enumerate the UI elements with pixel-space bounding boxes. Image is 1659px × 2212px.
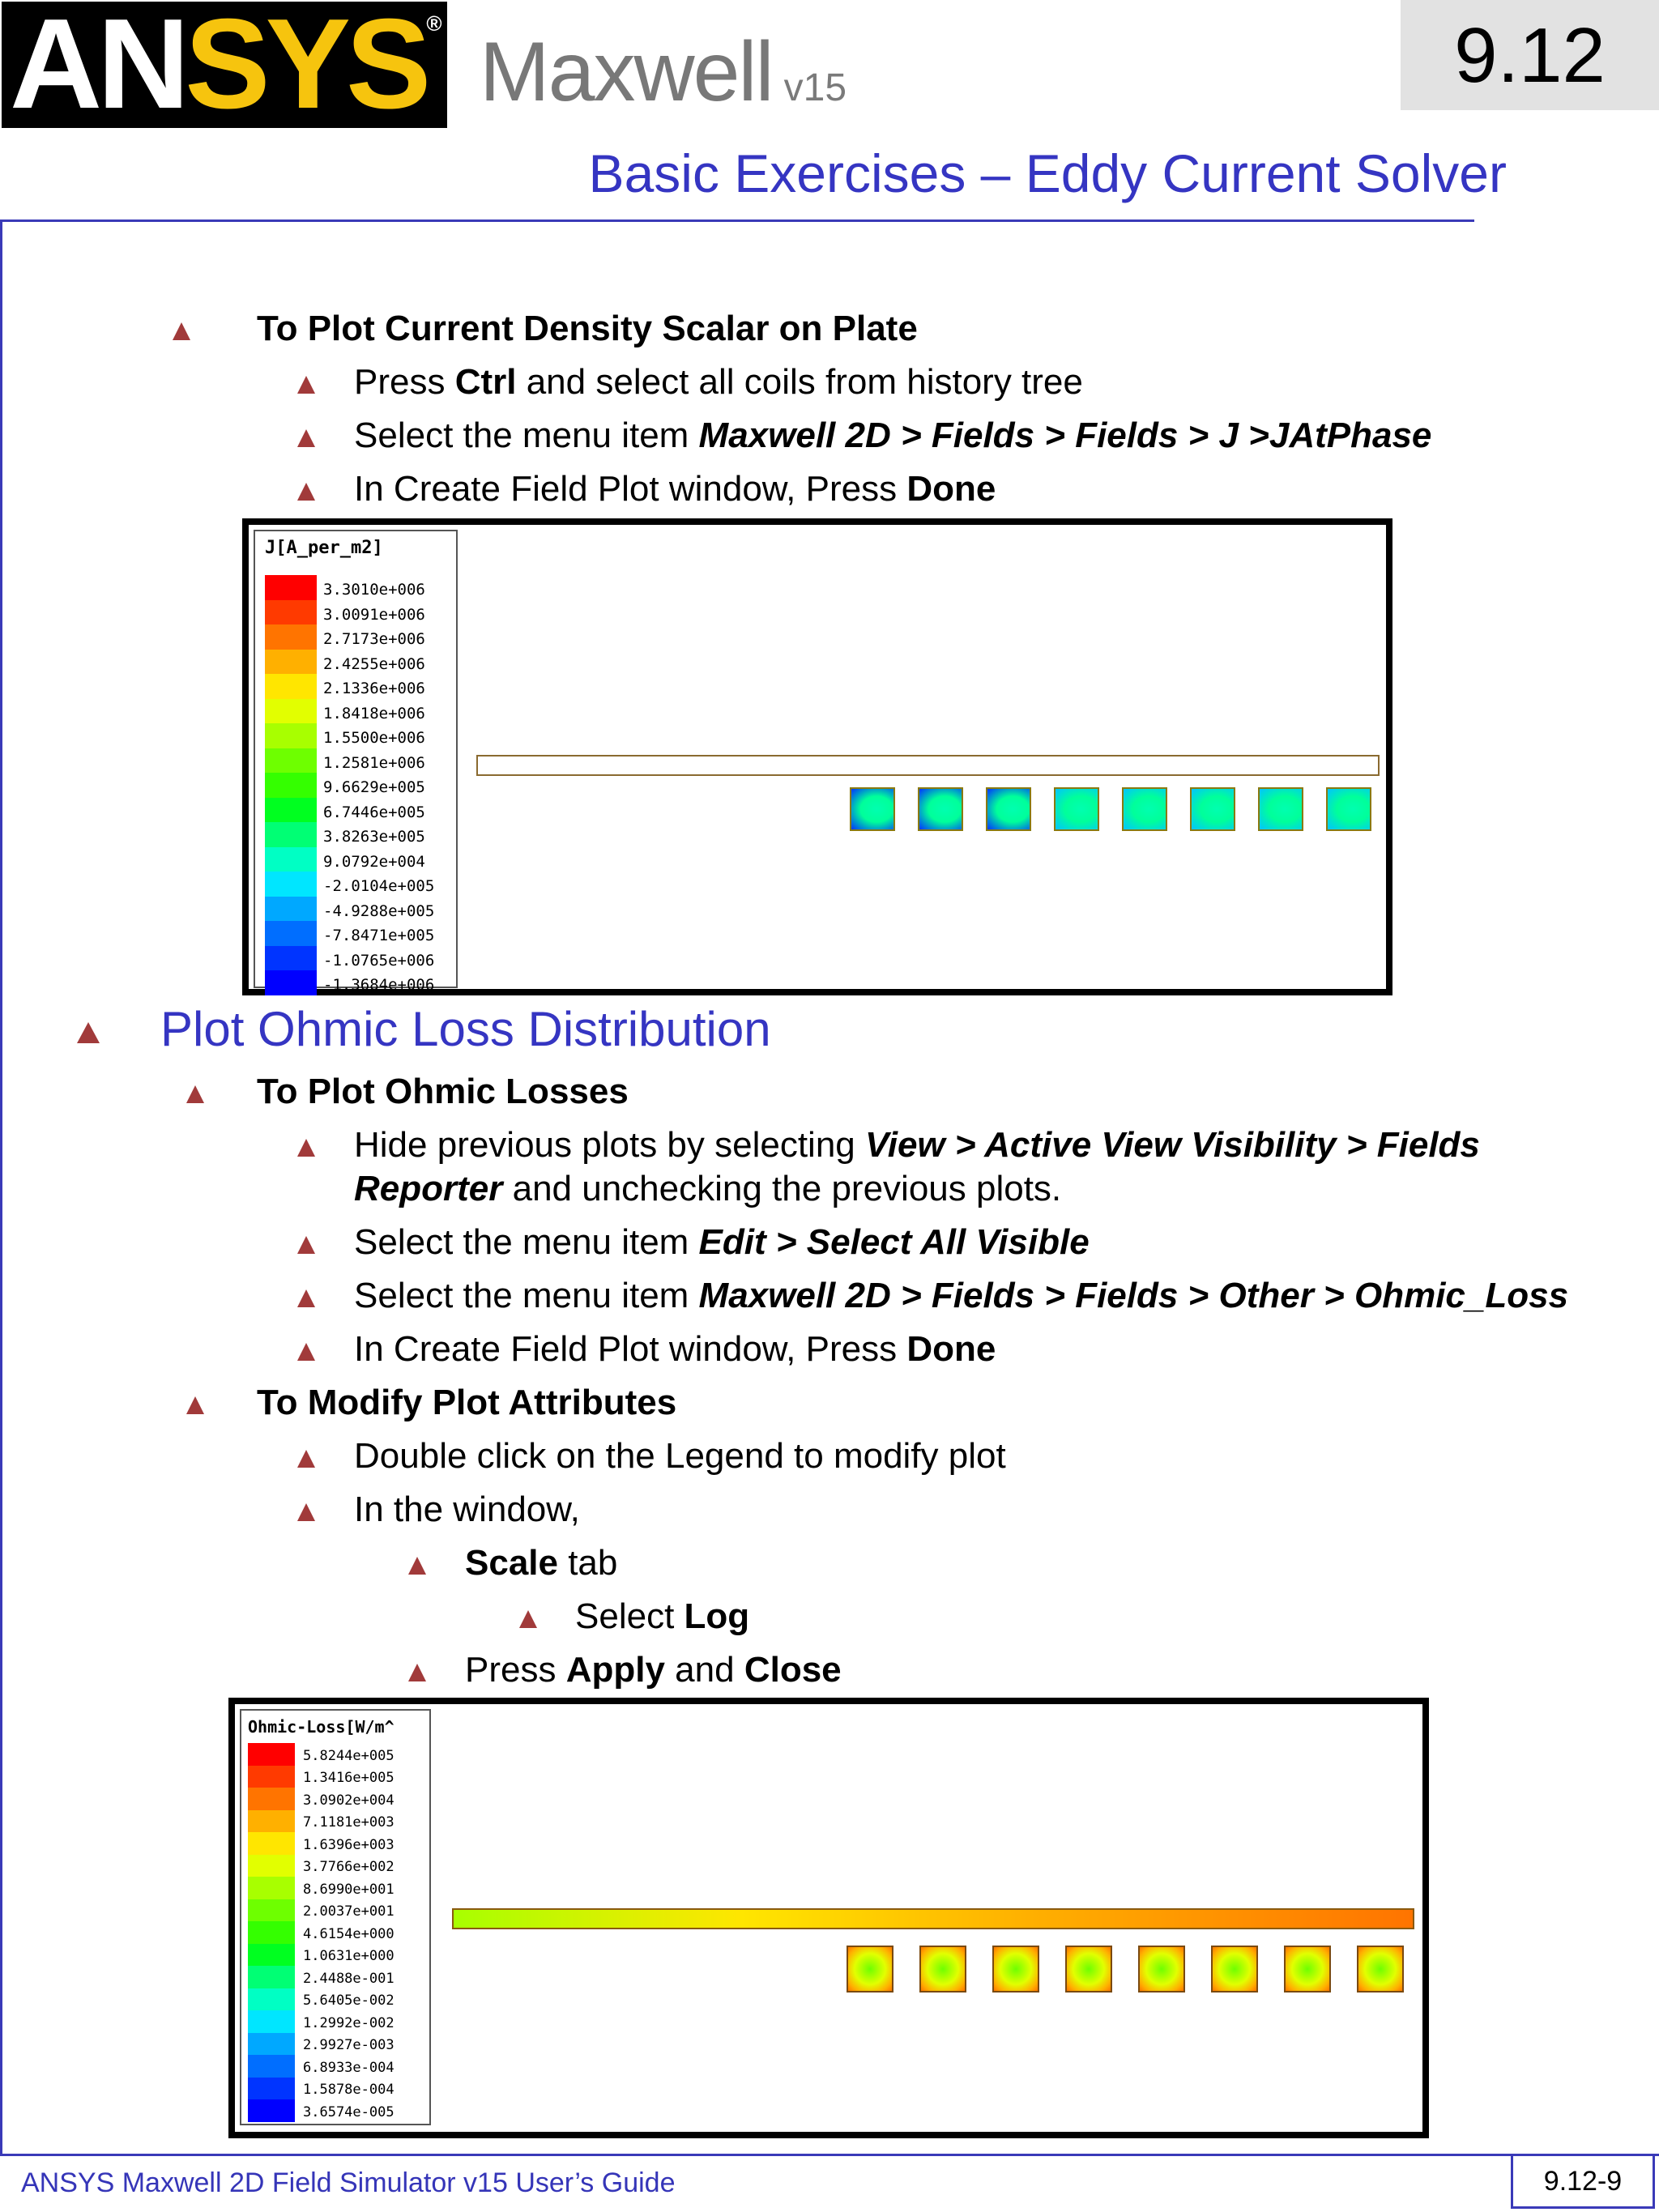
current-density-plot: [242, 518, 1392, 995]
legend-swatch: [265, 650, 317, 675]
coil: [918, 787, 963, 831]
coil: [850, 787, 895, 831]
legend-swatch: [248, 1832, 295, 1855]
bullet-item: Press Ctrl and select all coils from history tree: [354, 362, 1083, 402]
coil: [1284, 1946, 1331, 1993]
bullet-item: Press Apply and Close: [465, 1650, 842, 1690]
bullet-item: Select the menu item Edit > Select All Visible: [354, 1222, 1090, 1262]
legend-title: J[A_per_m2]: [265, 538, 383, 558]
coil: [847, 1946, 893, 1993]
coil: [1357, 1946, 1404, 1993]
bullet-icon: [297, 1289, 315, 1307]
bullet-icon: [519, 1610, 537, 1628]
bullet-icon: [297, 1503, 315, 1521]
legend-value: 6.8933e-004: [303, 2059, 394, 2076]
legend-value: 1.5878e-004: [303, 2082, 394, 2099]
legend-value: -4.9288e+005: [323, 901, 435, 920]
legend-swatch: [265, 822, 317, 847]
legend-value: 3.3010e+006: [323, 581, 425, 599]
bullet-item: Hide previous plots by selecting View > Active View Visibility > Fields: [354, 1125, 1480, 1165]
legend-swatch: [265, 674, 317, 699]
product-version: v15: [783, 66, 847, 109]
bullet-icon: [297, 1343, 315, 1361]
page-number: 9.12-9: [1543, 2166, 1623, 2197]
legend-swatch: [248, 1988, 295, 2011]
bullet-icon: [297, 1139, 315, 1157]
bullet-icon: [408, 1664, 426, 1681]
ansys-logo-text: [10, 0, 442, 135]
legend-value: 3.8263e+005: [323, 828, 425, 846]
legend-swatch: [248, 2010, 295, 2033]
coil: [1138, 1946, 1185, 1993]
bullet-item: Select the menu item Maxwell 2D > Fields > Fields > Other > Ohmic_Loss: [354, 1276, 1569, 1315]
coil: [1065, 1946, 1112, 1993]
legend-value: 5.8244e+005: [303, 1747, 394, 1764]
bullet-item: In Create Field Plot window, Press Done: [354, 1329, 996, 1369]
bullet-icon: [297, 1450, 315, 1468]
legend-swatch: [248, 2055, 295, 2078]
legend-swatch: [248, 1743, 295, 1766]
bullet-item: Select Log: [575, 1596, 750, 1636]
bullet-item: In the window,: [354, 1490, 580, 1529]
bullet-icon: [186, 1085, 204, 1103]
legend-value: 1.5500e+006: [323, 729, 425, 748]
coil: [1326, 787, 1371, 831]
legend-swatch: [248, 1877, 295, 1899]
legend-swatch: [248, 1966, 295, 1988]
section2-title: Plot Ohmic Loss Distribution: [160, 1002, 771, 1056]
plate: [452, 1908, 1414, 1929]
legend-value: 3.7766e+002: [303, 1859, 394, 1876]
legend-swatch: [265, 798, 317, 823]
header-rule: [0, 219, 1474, 222]
legend-swatch: [248, 1921, 295, 1944]
logo-registered: ®: [426, 11, 442, 36]
legend-value: 9.6629e+005: [323, 778, 425, 797]
legend-value: 2.1336e+006: [323, 680, 425, 698]
legend-swatch: [248, 1766, 295, 1788]
legend-value: -2.0104e+005: [323, 877, 435, 896]
footer-title: ANSYS Maxwell 2D Field Simulator v15 User’s Guide: [21, 2167, 676, 2198]
bullet-icon: [297, 483, 315, 501]
legend-value: -1.3684e+006: [323, 976, 435, 995]
bullet-item: Double click on the Legend to modify plot: [354, 1436, 1006, 1476]
legend-value: 5.6405e-002: [303, 1993, 394, 2010]
legend-swatch: [265, 897, 317, 922]
legend-swatch: [265, 699, 317, 724]
legend-value: 1.0631e+000: [303, 1948, 394, 1965]
coil: [1211, 1946, 1258, 1993]
legend[interactable]: [254, 530, 458, 995]
subsection-heading: To Modify Plot Attributes: [257, 1383, 677, 1422]
coil: [919, 1946, 966, 1993]
legend-swatch: [265, 847, 317, 872]
legend-value: 1.2992e-002: [303, 2014, 394, 2031]
bullet-icon: [77, 1022, 100, 1043]
legend-swatch: [248, 1855, 295, 1877]
legend-value: 2.4255e+006: [323, 654, 425, 673]
logo-sys: SYS: [185, 0, 427, 135]
ohmic-loss-plot: [228, 1698, 1429, 2138]
bullet-item: Select the menu item Maxwell 2D > Fields > Fields > J >JAtPhase: [354, 416, 1432, 455]
section-number: 9.12: [1454, 12, 1606, 99]
legend-title: Ohmic-Loss[W/m^: [248, 1717, 394, 1737]
bullet-icon: [297, 376, 315, 394]
legend-swatch: [248, 2033, 295, 2056]
legend-swatch: [248, 2078, 295, 2100]
legend-value: 2.9927e-003: [303, 2037, 394, 2054]
legend-value: 2.0037e+001: [303, 1903, 394, 1920]
bullet-icon: [186, 1396, 204, 1414]
legend-value: 1.2581e+006: [323, 753, 425, 772]
legend-value: 6.7446e+005: [323, 803, 425, 821]
product-name: [480, 24, 847, 121]
legend-value: 4.6154e+000: [303, 1925, 394, 1942]
legend-swatch: [248, 1944, 295, 1967]
legend-value: 3.0902e+004: [303, 1792, 394, 1809]
legend-value: 1.3416e+005: [303, 1770, 394, 1787]
section1-heading: To Plot Current Density Scalar on Plate: [257, 309, 918, 348]
legend-value: -7.8471e+005: [323, 927, 435, 945]
legend-swatch: [265, 748, 317, 774]
subsection-heading: To Plot Ohmic Losses: [257, 1072, 629, 1111]
left-rule: [0, 219, 2, 2155]
bullet-icon: [297, 429, 315, 447]
legend-value: 1.6396e+003: [303, 1836, 394, 1853]
coil: [1054, 787, 1099, 831]
legend-swatch: [265, 970, 317, 995]
legend-value: 3.6574e-005: [303, 2103, 394, 2120]
legend-value: 7.1181e+003: [303, 1814, 394, 1831]
legend-swatch: [265, 921, 317, 946]
legend-swatch: [265, 872, 317, 897]
legend-value: 1.8418e+006: [323, 704, 425, 722]
legend-swatch: [265, 946, 317, 971]
coil: [1258, 787, 1303, 831]
bullet-icon: [173, 322, 190, 340]
legend-value: 2.7173e+006: [323, 630, 425, 649]
legend-swatch: [248, 2099, 295, 2122]
page-title: Basic Exercises – Eddy Current Solver: [588, 143, 1507, 203]
legend[interactable]: [240, 1709, 431, 2125]
legend-value: 3.0091e+006: [323, 605, 425, 624]
coil: [992, 1946, 1039, 1993]
legend-value: 9.0792e+004: [323, 852, 425, 871]
bullet-icon: [408, 1557, 426, 1575]
coil: [1190, 787, 1235, 831]
legend-swatch: [248, 1788, 295, 1810]
bullet-item-continued: Reporter and unchecking the previous plots.: [354, 1169, 1062, 1208]
product-title: Maxwell: [480, 25, 773, 119]
legend-swatch: [265, 773, 317, 798]
plate: [476, 755, 1380, 776]
legend-value: 8.6990e+001: [303, 1881, 394, 1898]
legend-swatch: [265, 575, 317, 600]
bullet-item: In Create Field Plot window, Press Done: [354, 469, 996, 509]
coil: [1122, 787, 1167, 831]
legend-swatch: [248, 1899, 295, 1922]
bullet-item: Scale tab: [465, 1543, 618, 1583]
coil: [986, 787, 1031, 831]
bullet-icon: [297, 1236, 315, 1254]
legend-value: 2.4488e-001: [303, 1970, 394, 1987]
legend-swatch: [248, 1810, 295, 1833]
footer-rule: [0, 2154, 1659, 2156]
logo-an: AN: [10, 0, 186, 135]
legend-swatch: [265, 600, 317, 625]
legend-swatch: [265, 624, 317, 650]
legend-swatch: [265, 723, 317, 748]
legend-value: -1.0765e+006: [323, 951, 435, 970]
